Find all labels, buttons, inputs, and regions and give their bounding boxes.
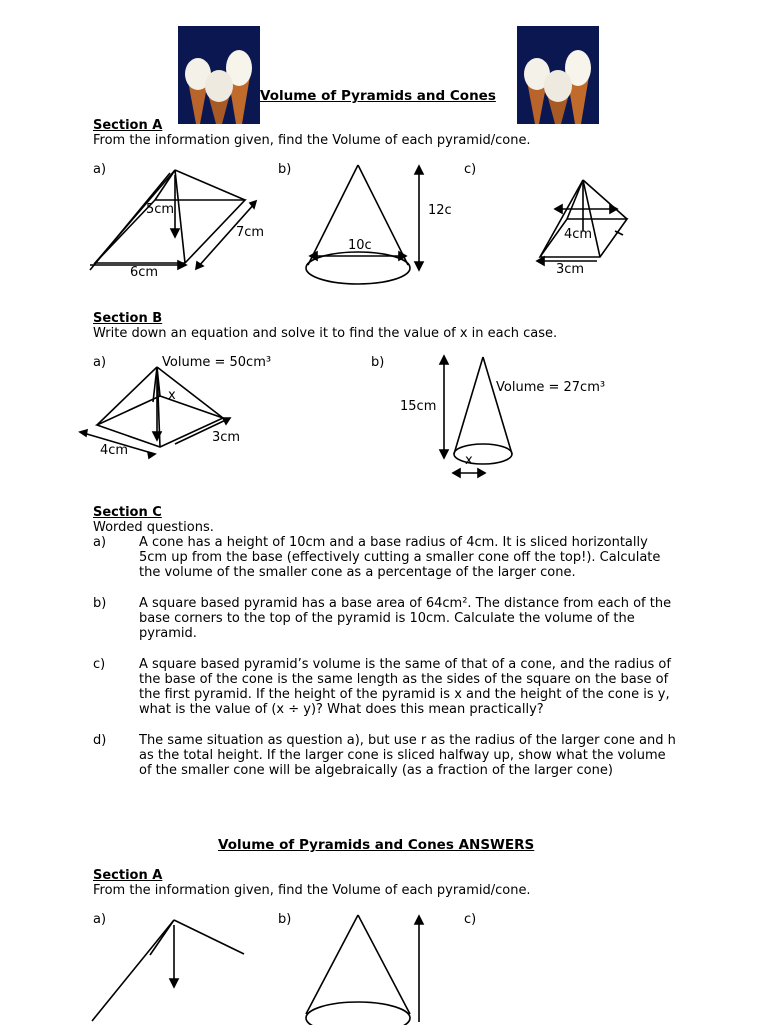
pyramid-a-height-label: 5cm: [146, 202, 175, 217]
section-c-heading: Section C: [93, 505, 162, 520]
pyramid-ba-side1-label: 3cm: [212, 430, 241, 445]
answers-label-c: c): [464, 912, 477, 927]
pyramid-a-depth-label: 7cm: [236, 225, 265, 240]
pyramid-c-height-label: 4cm: [564, 227, 593, 242]
cone-bb-x-label: x: [465, 453, 473, 468]
section-b-label-a: a): [93, 355, 107, 370]
pyramid-ba-side2-label: 4cm: [100, 443, 129, 458]
ice-cream-photo-left: [178, 26, 260, 124]
section-a-label-a: a): [93, 162, 107, 177]
pyramid-c-base-label: 3cm: [556, 262, 585, 277]
pyramid-c-diagram: [535, 175, 645, 275]
section-c-intro: Worded questions.: [93, 520, 214, 535]
question-text: A square based pyramid’s volume is the same of that of a cone, and the radius of the base of the cone is the same length as the sides of the square on the base of the first pyramid. If the height of the pyramid is x and the height of the cone is y, what is the value of (x ÷ y)? What does this mean practically?: [139, 657, 671, 717]
answers-label-a: a): [93, 912, 107, 927]
cone-bb-height-label: 15cm: [400, 399, 437, 414]
page-title: Volume of Pyramids and Cones: [260, 88, 496, 104]
question-text: A square based pyramid has a base area of 64cm². The distance from each of the base corners to the top of the pyramid is 10cm. Calculate the volume of the pyramid.: [139, 596, 672, 641]
question-text: A cone has a height of 10cm and a base radius of 4cm. It is sliced horizontally 5cm up from the base (effectively cutting a smaller cone off the top!). Calculate the volume of the smaller cone as a percentage of the larger cone.: [139, 535, 661, 580]
pyramid-ba-x-label: x: [168, 388, 176, 403]
pyramid-ba-volume-label: Volume = 50cm³: [162, 355, 272, 370]
section-a-label-c: c): [464, 162, 477, 177]
section-b-heading: Section B: [93, 311, 163, 326]
cone-b-diameter-label: 10c: [348, 238, 372, 253]
section-a-instruction: From the information given, find the Volume of each pyramid/cone.: [93, 133, 531, 148]
question-label: a): [93, 535, 107, 550]
question-label: b): [93, 596, 107, 611]
answers-section-a-instruction: From the information given, find the Volume of each pyramid/cone.: [93, 883, 531, 898]
cone-bb-diagram: [435, 352, 535, 482]
question-label: d): [93, 733, 107, 748]
answers-label-b: b): [278, 912, 292, 927]
ice-cream-icon: [517, 26, 599, 124]
answers-cone-b-diagram: [300, 910, 450, 1020]
ice-cream-photo-right: [517, 26, 599, 124]
answers-pyramid-a-diagram: [88, 915, 258, 1025]
question-text: The same situation as question a), but use r as the radius of the larger cone and h as the total height. If the larger cone is sliced halfway up, show what the volume of the smaller cone will be algebraically (as a fraction of the larger cone): [139, 733, 676, 778]
pyramid-a-width-label: 6cm: [130, 265, 159, 280]
cone-b-diagram: [300, 160, 450, 290]
question-label: c): [93, 657, 106, 672]
section-a-label-b: b): [278, 162, 292, 177]
answers-section-a-heading: Section A: [93, 868, 163, 883]
cone-b-height-label: 12c: [428, 203, 452, 218]
ice-cream-icon: [178, 26, 260, 124]
section-b-instruction: Write down an equation and solve it to find the value of x in each case.: [93, 326, 558, 341]
section-b-label-b: b): [371, 355, 385, 370]
cone-bb-volume-label: Volume = 27cm³: [496, 380, 606, 395]
section-a-heading: Section A: [93, 118, 163, 133]
answers-title: Volume of Pyramids and Cones ANSWERS: [218, 837, 535, 853]
